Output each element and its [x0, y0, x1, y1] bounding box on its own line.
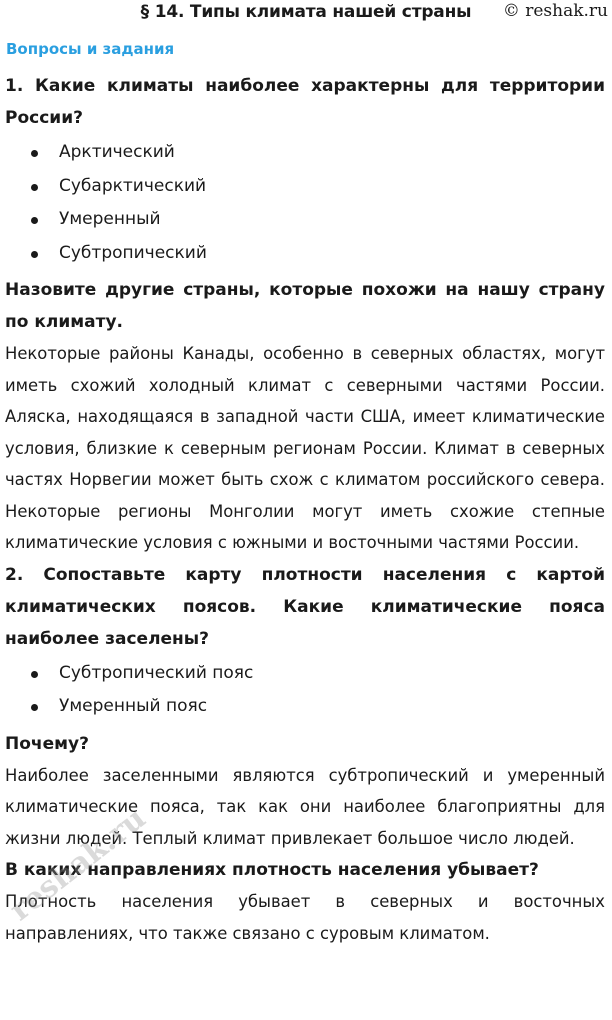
watermark: reshak.ru: [3, 800, 153, 929]
list-item: Умеренный пояс: [5, 690, 605, 724]
list-item: Субтропический пояс: [5, 657, 605, 691]
list-item: Субарктический: [5, 170, 605, 204]
sub-question-1: Назовите другие страны, которые похожи на нашу страну по климату.: [5, 280, 605, 332]
why-answer: Наиболее заселенными являются субтропический и умеренный климатические пояса, так как они наиболее благоприятны для жизни людей. Теплый климат привлекает большое число людей.: [5, 765, 605, 848]
list-item: Умеренный: [5, 203, 605, 237]
question-2: 2. Сопоставьте карту плотности населения с картой климатических поясов. Какие климатические пояса наиболее заселены?: [5, 564, 605, 649]
page-title: § 14. Типы климата нашей страны: [140, 2, 472, 22]
answer-1: Некоторые районы Канады, особенно в северных областях, могут иметь схожий холодный климат с северными частями России. Аляска, находящаяся в западной части США, имеет климатические условия, близкие к северным регионам России. Климат в северных частях Норвегии может быть схож с климатом российского севера. Некоторые регионы Монголии могут иметь схожие степные климатические условия с южными и восточными частями России.: [5, 344, 605, 552]
belt-list: [5, 657, 605, 724]
content: [5, 70, 605, 949]
list-item: Субтропический: [5, 237, 605, 271]
source-label: © reshak.ru: [502, 1, 608, 21]
page-header: [0, 0, 612, 30]
direction-answer: Плотность населения убывает в северных и восточных направлениях, что также связано с суровым климатом.: [5, 892, 605, 943]
why-label: Почему?: [5, 733, 89, 754]
climate-list: [5, 136, 605, 270]
section-label: Вопросы и задания: [6, 40, 175, 58]
question-1: 1. Какие климаты наиболее характерны для территории России?: [5, 76, 605, 128]
list-item: Арктический: [5, 136, 605, 170]
direction-question: В каких направлениях плотность населения убывает?: [5, 860, 539, 880]
